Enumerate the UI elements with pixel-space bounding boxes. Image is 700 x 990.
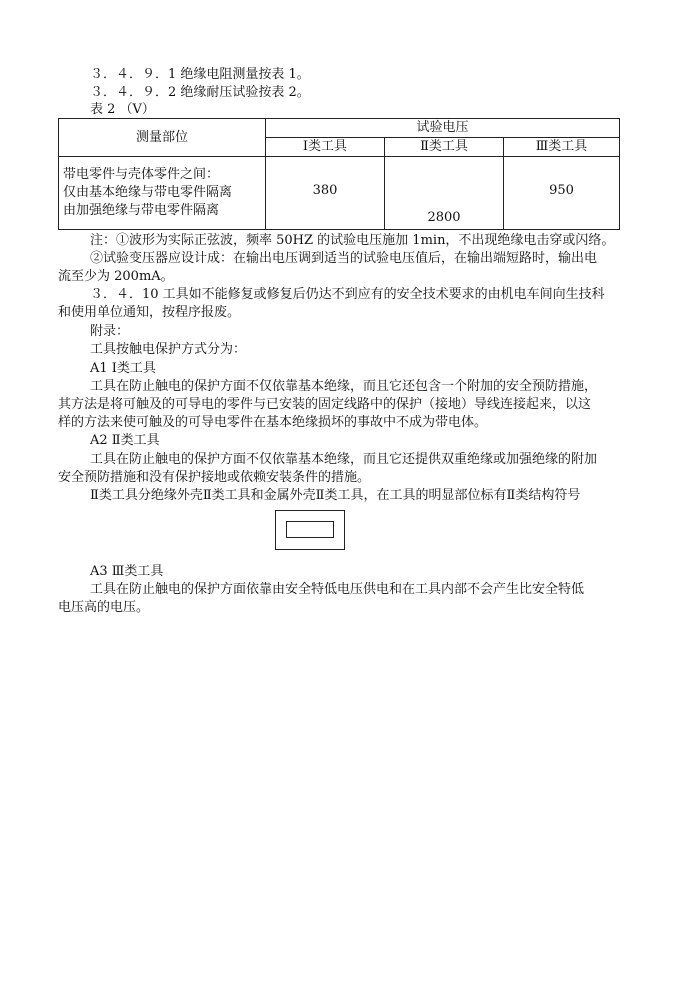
value-class-3: 950	[504, 157, 620, 230]
clause-3-4-9-1: ３．４．９．1 绝缘电阻测量按表 1。	[90, 67, 310, 82]
note-1: 注：①波形为实际正弦波，频率 50HZ 的试验电压施加 1min，不出现绝缘电击穿或闪络。	[90, 233, 615, 248]
a2-text-line-3: Ⅱ类工具分绝缘外壳Ⅱ类工具和金属外壳Ⅱ类工具，在工具的明显部位标有Ⅱ类结构符号	[90, 488, 581, 503]
header-class-1: Ⅰ类工具	[266, 138, 385, 157]
a1-text-line-2: 其方法是将可触及的可导电的零件与已安装的固定线路中的保护（接地）导线连接起来，以这	[58, 397, 592, 412]
header-class-2: Ⅱ类工具	[385, 138, 504, 157]
a2-text-line-2: 安全预防措施和没有保护接地或依赖安装条件的措施。	[58, 470, 371, 485]
appendix-intro: 工具按触电保护方式分为：	[90, 342, 247, 357]
a1-heading: A1 Ⅰ类工具	[90, 361, 156, 376]
class-2-structure-symbol	[275, 510, 345, 550]
a1-text-line-3: 样的方法来使可触及的可导电零件在基本绝缘损坏的事故中不成为带电体。	[58, 415, 488, 430]
a2-heading: A2 Ⅱ类工具	[90, 433, 160, 448]
clause-3-4-10-line-1: ３．４．10 工具如不能修复或修复后仍达不到应有的安全技术要求的由机电车间向生技科	[90, 287, 605, 302]
a3-heading: A3 Ⅲ类工具	[90, 564, 164, 579]
a3-text-line-2: 电压高的电压。	[58, 600, 150, 615]
row-label-line: 仅由基本绝缘与带电零件隔离	[63, 185, 233, 200]
clause-3-4-9-2: ３．４．９．2 绝缘耐压试验按表 2。	[90, 85, 310, 100]
insulation-voltage-table	[58, 118, 620, 230]
header-class-3: Ⅲ类工具	[504, 138, 620, 157]
class-2-symbol-inner-square	[286, 521, 334, 538]
header-measurement-location: 测量部位	[59, 119, 266, 157]
clause-3-4-10-line-2: 和使用单位通知，按程序报废。	[58, 305, 241, 320]
table-label: 表 2 （V）	[90, 102, 155, 117]
row-label-cell	[59, 157, 266, 230]
a2-text-line-1: 工具在防止触电的保护方面不仅依靠基本绝缘，而且它还提供双重绝缘或加强绝缘的附加	[90, 452, 598, 467]
row-label-line: 由加强绝缘与带电零件隔离	[63, 203, 220, 218]
note-2-line-2: 流至少为 200mA。	[58, 269, 174, 284]
a1-text-line-1: 工具在防止触电的保护方面不仅依靠基本绝缘，而且它还包含一个附加的安全预防措施，	[90, 379, 598, 394]
value-class-1: 380	[266, 157, 385, 230]
row-label-line: 带电零件与壳体零件之间：	[63, 167, 220, 182]
appendix-title: 附录：	[90, 324, 130, 339]
a3-text-line-1: 工具在防止触电的保护方面依靠由安全特低电压供电和在工具内部不会产生比安全特低	[90, 582, 585, 597]
header-test-voltage: 试验电压	[266, 119, 620, 138]
note-2-line-1: ②试验变压器应设计成：在输出电压调到适当的试验电压值后，在输出端短路时，输出电	[90, 251, 598, 266]
value-class-2: 2800	[385, 157, 504, 230]
